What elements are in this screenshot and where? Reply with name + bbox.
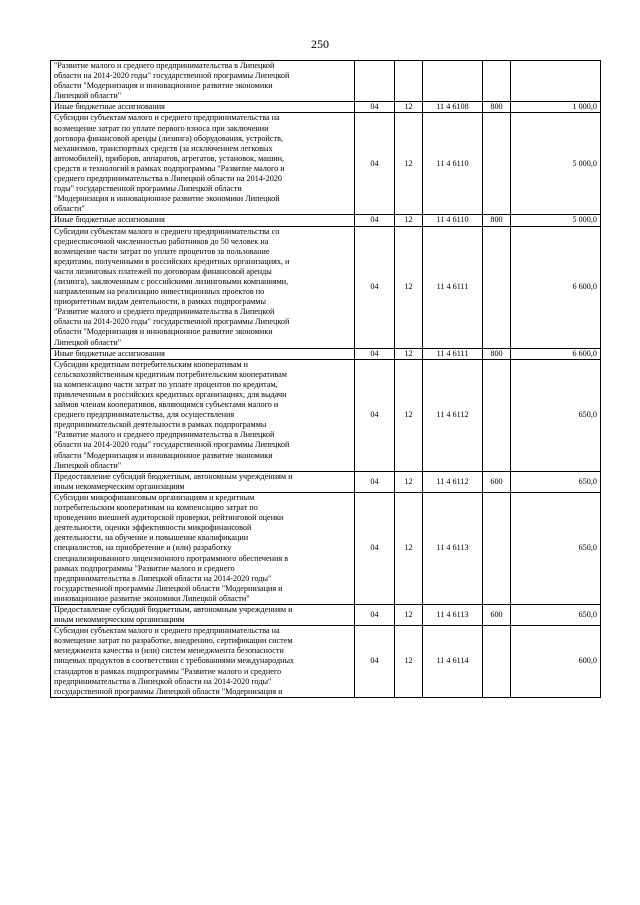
row-name-cell: Предоставление субсидий бюджетным, автономным учреждениям и иным некоммерческим организациям <box>51 604 355 625</box>
amount-cell: 1 000,0 <box>511 102 601 113</box>
target-code-cell: 11 4 6110 <box>423 215 483 226</box>
section-cell: 04 <box>355 102 395 113</box>
row-name-cell: Иные бюджетные ассигнования <box>51 102 355 113</box>
expense-type-cell: 800 <box>483 102 511 113</box>
amount-cell: 650,0 <box>511 492 601 604</box>
subsection-cell <box>395 61 423 102</box>
table-row <box>51 348 601 359</box>
amount-cell: 650,0 <box>511 471 601 492</box>
row-name-cell: Субсидии субъектам малого и среднего предпринимательства на возмещение затрат по разработке, внедрению, сертификации систем менеджмента качества и (или) систем менеджмента безопасности пищевых продуктов в соответствии с требованиями международных стандартов в рамках подпрограммы "Развитие малого и среднего предпринимательства в Липецкой области на 2014-2020 годы" государственной программы Липецкой области "Модернизация и <box>51 626 355 698</box>
table-row <box>51 226 601 348</box>
page-number: 250 <box>311 37 329 51</box>
expense-type-cell <box>483 626 511 698</box>
section-cell: 04 <box>355 471 395 492</box>
target-code-cell: 11 4 6112 <box>423 359 483 471</box>
target-code-cell: 11 4 6112 <box>423 471 483 492</box>
expense-type-cell <box>483 492 511 604</box>
row-name-cell: Иные бюджетные ассигнования <box>51 215 355 226</box>
subsection-cell: 12 <box>395 604 423 625</box>
subsection-cell: 12 <box>395 113 423 215</box>
table-row <box>51 61 601 102</box>
subsection-cell: 12 <box>395 626 423 698</box>
target-code-cell: 11 4 6114 <box>423 626 483 698</box>
expense-type-cell <box>483 359 511 471</box>
amount-cell: 5 000,0 <box>511 215 601 226</box>
budget-table <box>50 60 601 698</box>
amount-cell: 6 600,0 <box>511 348 601 359</box>
subsection-cell: 12 <box>395 471 423 492</box>
amount-cell: 650,0 <box>511 604 601 625</box>
subsection-cell: 12 <box>395 102 423 113</box>
expense-type-cell: 600 <box>483 471 511 492</box>
subsection-cell: 12 <box>395 226 423 348</box>
row-name-cell: "Развитие малого и среднего предпринимательства в Липецкой области на 2014-2020 годы" государственной программы Липецкой области "Модернизация и инновационное развитие экономики Липецкой области" <box>51 61 355 102</box>
amount-cell: 5 000,0 <box>511 113 601 215</box>
amount-cell: 6 600,0 <box>511 226 601 348</box>
table-row <box>51 102 601 113</box>
subsection-cell: 12 <box>395 492 423 604</box>
target-code-cell: 11 4 6108 <box>423 102 483 113</box>
subsection-cell: 12 <box>395 359 423 471</box>
section-cell: 04 <box>355 348 395 359</box>
row-name-cell: Предоставление субсидий бюджетным, автономным учреждениям и иным некоммерческим организациям <box>51 471 355 492</box>
expense-type-cell <box>483 61 511 102</box>
expense-type-cell: 600 <box>483 604 511 625</box>
section-cell: 04 <box>355 215 395 226</box>
table-row <box>51 492 601 604</box>
section-cell: 04 <box>355 626 395 698</box>
table-row <box>51 604 601 625</box>
table-row <box>51 471 601 492</box>
subsection-cell: 12 <box>395 215 423 226</box>
expense-type-cell <box>483 113 511 215</box>
row-name-cell: Субсидии субъектам малого и среднего предпринимательства со среднесписочной численностью работников до 50 человек на возмещение части затрат по уплате процентов за пользование кредитами, полученными в российских кредитных организациях, и части лизинговых платежей по договорам финансовой аренды (лизинга), заключенным с российскими лизинговыми компаниями, направленным на реализацию инвестиционных проектов по приоритетным видам деятельности, в рамках подпрограммы "Развитие малого и среднего предпринимательства в Липецкой области на 2014-2020 годы" государственной программы Липецкой области "Модернизация и инновационное развитие экономики Липецкой области" <box>51 226 355 348</box>
table-row <box>51 113 601 215</box>
section-cell: 04 <box>355 359 395 471</box>
target-code-cell: 11 4 6110 <box>423 113 483 215</box>
budget-table-body <box>51 61 601 698</box>
target-code-cell <box>423 61 483 102</box>
row-name-cell: Субсидии кредитным потребительским кооперативам и сельскохозяйственным кредитным потребительским кооперативам на компенсацию части затрат по уплате процентов по кредитам, привлеченным в российских кредитных организациях, для выдачи займов членам кооперативов, являющимся субъектами малого и среднего предпринимательства, для осуществления предпринимательской деятельности в рамках подпрограммы "Развитие малого и среднего предпринимательства в Липецкой области на 2014-2020 годы" государственной программы Липецкой области "Модернизация и инновационное развитие экономики Липецкой области" <box>51 359 355 471</box>
target-code-cell: 11 4 6111 <box>423 348 483 359</box>
section-cell: 04 <box>355 113 395 215</box>
table-row <box>51 215 601 226</box>
amount-cell: 600,0 <box>511 626 601 698</box>
row-name-cell: Иные бюджетные ассигнования <box>51 348 355 359</box>
expense-type-cell <box>483 226 511 348</box>
amount-cell <box>511 61 601 102</box>
expense-type-cell: 800 <box>483 215 511 226</box>
table-row <box>51 359 601 471</box>
row-name-cell: Субсидии микрофинансовым организациям и кредитным потребительским кооперативам на компенсацию затрат по проведению внешней аудиторской проверки, рейтинговой оценки деятельности, оценки эффективности микрофинансовой деятельности, на обучение и повышение квалификации специалистов, на приобретение и (или) разработку специализированного лицензионного программного обеспечения в рамках подпрограммы "Развитие малого и среднего предпринимательства в Липецкой области на 2014-2020 годы" государственной программы Липецкой области "Модернизация и инновационное развитие экономики Липецкой области" <box>51 492 355 604</box>
section-cell: 04 <box>355 492 395 604</box>
table-row <box>51 626 601 698</box>
section-cell <box>355 61 395 102</box>
section-cell: 04 <box>355 604 395 625</box>
section-cell: 04 <box>355 226 395 348</box>
target-code-cell: 11 4 6111 <box>423 226 483 348</box>
row-name-cell: Субсидии субъектам малого и среднего предпринимательства на возмещение затрат по уплате первого взноса при заключении договора финансовой аренды (лизинга) оборудования, устройств, механизмов, транспортных средств (за исключением легковых автомобилей), приборов, аппаратов, агрегатов, установок, машин, средств и технологий в рамках подпрограммы "Развитие малого и среднего предпринимательства в Липецкой области на 2014-2020 годы" государственной программы Липецкой области "Модернизация и инновационное развитие экономики Липецкой области" <box>51 113 355 215</box>
target-code-cell: 11 4 6113 <box>423 604 483 625</box>
target-code-cell: 11 4 6113 <box>423 492 483 604</box>
subsection-cell: 12 <box>395 348 423 359</box>
expense-type-cell: 800 <box>483 348 511 359</box>
amount-cell: 650,0 <box>511 359 601 471</box>
